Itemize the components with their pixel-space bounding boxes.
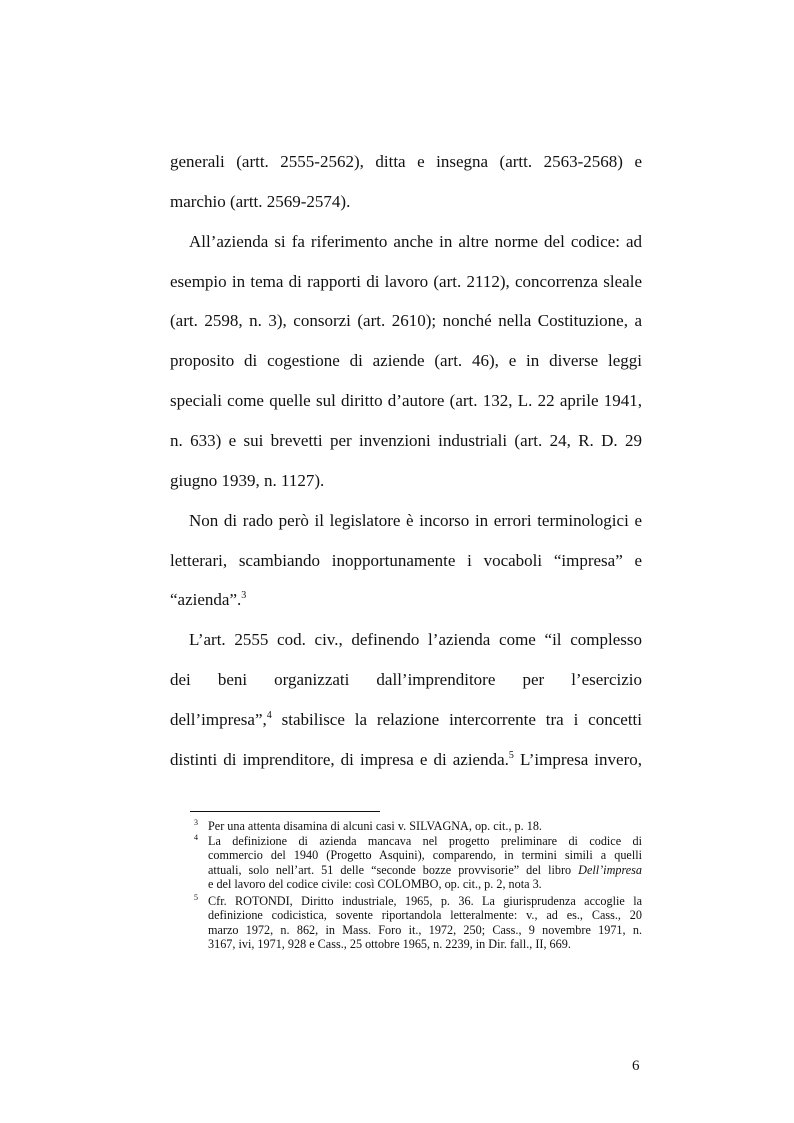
footnote-italic-title: Dell’impresa xyxy=(578,862,642,877)
page-number: 6 xyxy=(632,1058,640,1074)
footnote-separator xyxy=(190,811,380,812)
footnote-number: 5 xyxy=(194,893,198,902)
footnote-3 xyxy=(190,819,642,833)
footnote-line: Cfr. ROTONDI, Diritto industriale, 1965, p. 36. La giurisprudenza accoglie la xyxy=(208,894,642,908)
footnote-ref-3[interactable]: 3 xyxy=(241,590,247,601)
footnote-line: Per una attenta disamina di alcuni casi v. SILVAGNA, op. cit., p. 18. xyxy=(208,819,542,833)
footnote-line xyxy=(208,863,642,877)
body-line: generali (artt. 2555-2562), ditta e insegna (artt. 2563-2568) e xyxy=(170,152,642,171)
footnote-line: La definizione di azienda mancava nel progetto preliminare di codice di xyxy=(208,834,642,848)
body-line: esempio in tema di rapporti di lavoro (art. 2112), concorrenza sleale xyxy=(170,272,642,291)
footnote-text: attuali, solo nell’art. 51 delle “seconde bozze provvisorie” del libro xyxy=(208,862,579,877)
body-line: All’azienda si fa riferimento anche in altre norme del codice: ad xyxy=(189,232,642,251)
body-line: n. 633) e sui brevetti per invenzioni industriali (art. 24, R. D. 29 xyxy=(170,431,642,450)
footnote-5 xyxy=(190,894,642,951)
body-line: (art. 2598, n. 3), consorzi (art. 2610); nonché nella Costituzione, a xyxy=(170,311,642,330)
body-line: giugno 1939, n. 1127). xyxy=(170,471,325,490)
body-line: proposito di cogestione di aziende (art. 46), e in diverse leggi xyxy=(170,351,642,370)
footnote-line: e del lavoro del codice civile: così COLOMBO, op. cit., p. 2, nota 3. xyxy=(208,876,542,891)
footnote-4 xyxy=(190,834,642,891)
body-line: L’art. 2555 cod. civ., definendo l’azienda come “il complesso xyxy=(189,630,642,649)
body-text: L’impresa invero, xyxy=(513,750,642,769)
body-text: distinti di imprenditore, di impresa e di azienda. xyxy=(170,750,509,769)
body-line: dei beni organizzati dall’imprenditore per l’esercizio xyxy=(170,670,642,689)
footnote-number: 3 xyxy=(194,818,198,827)
body-line: speciali come quelle sul diritto d’autore (art. 132, L. 22 aprile 1941, xyxy=(170,391,642,410)
body-text: dell’impresa”, xyxy=(170,710,267,729)
body-text: stabilisce la relazione intercorrente tra i concetti xyxy=(271,710,642,729)
footnote-line: marzo 1972, n. 862, in Mass. Foro it., 1972, 250; Cass., 9 novembre 1971, n. xyxy=(208,922,642,937)
footnote-ref-5[interactable]: 5 xyxy=(508,750,514,761)
footnote-number: 4 xyxy=(194,833,198,842)
footnote-line: commercio del 1940 (Progetto Asquini), comparendo, in termini simili a quelli xyxy=(208,848,642,863)
body-text: “azienda”. xyxy=(170,590,242,609)
footnote-line: 3167, ivi, 1971, 928 e Cass., 25 ottobre 1965, n. 2239, in Dir. fall., II, 669. xyxy=(208,936,571,951)
footnote-ref-4[interactable]: 4 xyxy=(266,710,272,721)
body-line xyxy=(170,710,642,730)
body-line xyxy=(170,750,642,770)
body-line xyxy=(170,590,642,610)
footnote-line: definizione codicistica, sovente riportandola letteralmente: v., ad es., Cass., 20 xyxy=(208,908,642,923)
body-line: marchio (artt. 2569-2574). xyxy=(170,192,351,211)
body-line: Non di rado però il legislatore è incorso in errori terminologici e xyxy=(189,511,642,530)
body-line: letterari, scambiando inopportunamente i vocaboli “impresa” e xyxy=(170,551,642,570)
